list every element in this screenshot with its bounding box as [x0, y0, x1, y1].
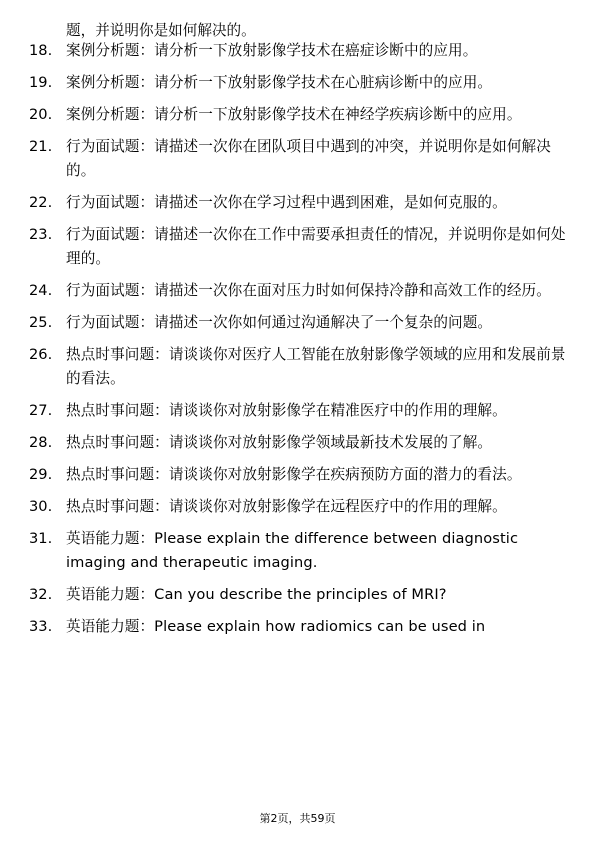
item-text: 英语能力题：Can you describe the principles of MRI? — [66, 586, 447, 603]
item-number: 31. — [29, 530, 53, 547]
item-text: 行为面试题：请描述一次你在团队项目中遇到的冲突，并说明你是如何解决的。 — [66, 138, 551, 179]
item-text: 案例分析题：请分析一下放射影像学技术在心脏病诊断中的应用。 — [66, 74, 493, 91]
item-text: 热点时事问题：请谈谈你对医疗人工智能在放射影像学领域的应用和发展前景的看法。 — [66, 346, 566, 387]
item-number: 22. — [29, 194, 53, 211]
list-item — [0, 39, 595, 63]
list-item — [0, 311, 595, 335]
item-text: 行为面试题：请描述一次你在工作中需要承担责任的情况，并说明你是如何处理的。 — [66, 226, 566, 267]
list-item — [0, 191, 595, 215]
list-item — [0, 527, 595, 575]
list-item — [0, 495, 595, 519]
page-footer: 第2页，共59页 — [259, 812, 336, 825]
item-number: 27. — [29, 402, 53, 419]
item-text: 行为面试题：请描述一次你如何通过沟通解决了一个复杂的问题。 — [66, 314, 493, 331]
item-number: 32. — [29, 586, 53, 603]
list-item — [0, 279, 595, 303]
item-number: 18. — [29, 42, 53, 59]
item-number: 24. — [29, 282, 53, 299]
list-item — [0, 71, 595, 95]
item-text: 热点时事问题：请谈谈你对放射影像学领域最新技术发展的了解。 — [66, 434, 493, 451]
item-number: 29. — [29, 466, 53, 483]
list-item — [0, 343, 595, 391]
item-number: 19. — [29, 74, 53, 91]
item-number: 26. — [29, 346, 53, 363]
continued-question-text: 题，并说明你是如何解决的。 — [66, 22, 256, 39]
item-text: 案例分析题：请分析一下放射影像学技术在神经学疾病诊断中的应用。 — [66, 106, 522, 123]
list-item — [0, 135, 595, 183]
item-text: 热点时事问题：请谈谈你对放射影像学在远程医疗中的作用的理解。 — [66, 498, 507, 515]
item-text: 案例分析题：请分析一下放射影像学技术在癌症诊断中的应用。 — [66, 42, 478, 59]
item-text: 英语能力题：Please explain the difference between diagnostic imaging and therapeutic imaging. — [66, 530, 519, 571]
item-text: 英语能力题：Please explain how radiomics can be used in — [66, 618, 486, 635]
item-number: 30. — [29, 498, 53, 515]
list-item — [0, 431, 595, 455]
item-number: 25. — [29, 314, 53, 331]
item-number: 23. — [29, 226, 53, 243]
list-item — [0, 103, 595, 127]
list-item — [0, 615, 595, 639]
item-text: 热点时事问题：请谈谈你对放射影像学在疾病预防方面的潜力的看法。 — [66, 466, 522, 483]
item-number: 21. — [29, 138, 53, 155]
item-number: 33. — [29, 618, 53, 635]
item-text: 热点时事问题：请谈谈你对放射影像学在精准医疗中的作用的理解。 — [66, 402, 507, 419]
item-number: 20. — [29, 106, 53, 123]
list-item — [0, 583, 595, 607]
list-item — [0, 223, 595, 271]
list-item — [0, 399, 595, 423]
item-number: 28. — [29, 434, 53, 451]
item-text: 行为面试题：请描述一次你在学习过程中遇到困难，是如何克服的。 — [66, 194, 507, 211]
item-text: 行为面试题：请描述一次你在面对压力时如何保持冷静和高效工作的经历。 — [66, 282, 551, 299]
question-list — [0, 39, 595, 647]
list-item — [0, 463, 595, 487]
